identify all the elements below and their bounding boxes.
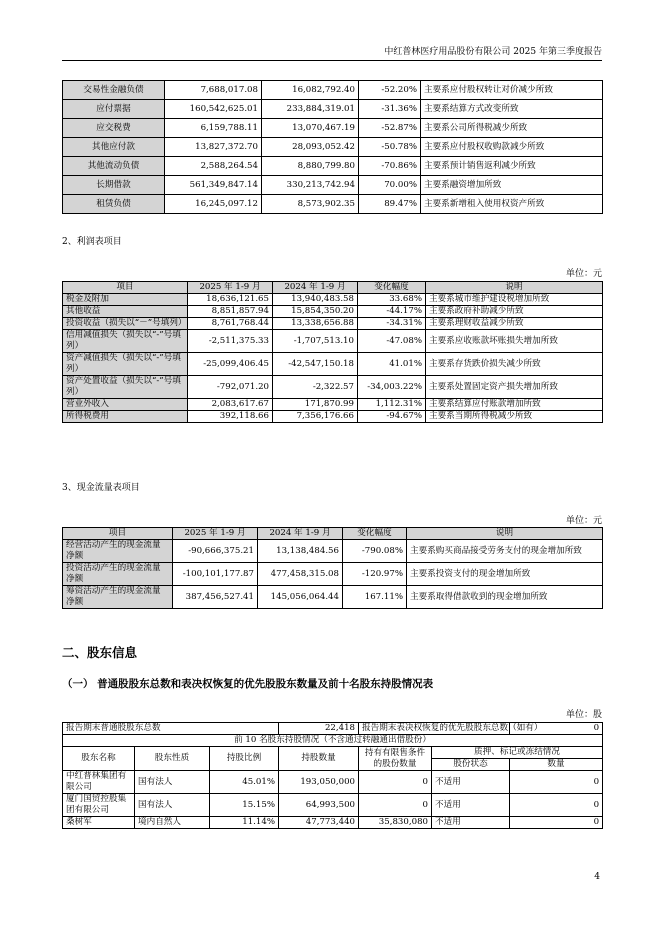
cell-current: 7,688,017.08 <box>165 81 262 100</box>
cell-change: 41.01% <box>358 353 426 376</box>
cell-current: 160,542,625.01 <box>165 100 262 119</box>
cell-prior: 145,056,064.44 <box>258 586 343 609</box>
cell-prior: -2,322.57 <box>273 376 358 399</box>
cashflow-heading: 3、现金流量表项目 <box>62 483 140 493</box>
holder-qty: 64,993,500 <box>279 794 359 817</box>
table-row <box>63 771 603 794</box>
col-status: 股份状态 <box>432 759 510 771</box>
row-label: 应付票据 <box>63 100 165 119</box>
cell-change: -31.36% <box>359 100 421 119</box>
holder-pledged: 0 <box>510 817 603 829</box>
table-row <box>63 353 603 376</box>
cell-change: -52.87% <box>359 119 421 138</box>
cell-current: 8,761,768.44 <box>188 318 273 330</box>
holder-nature: 国有法人 <box>135 794 210 817</box>
holder-ratio: 15.15% <box>210 794 279 817</box>
holder-restricted: 35,830,080 <box>359 817 432 829</box>
cell-prior: -42,547,150.18 <box>273 353 358 376</box>
row-label: 营业外收入 <box>63 399 188 411</box>
table-row <box>63 540 603 563</box>
table-row <box>63 563 603 586</box>
cell-note: 主要系取得借款收到的现金增加所致 <box>407 586 603 609</box>
table-row <box>63 119 603 138</box>
column-header: 说明 <box>426 282 603 294</box>
row-label: 经营活动产生的现金流量净额 <box>63 540 173 563</box>
table-row <box>63 330 603 353</box>
col-amount: 数量 <box>510 759 603 771</box>
pref-holders-value: 0 <box>510 723 603 735</box>
cell-note: 主要系理财收益减少所致 <box>426 318 603 330</box>
balance-sheet-table <box>62 80 603 214</box>
holder-pledged: 0 <box>510 771 603 794</box>
column-header: 2025 年 1-9 月 <box>188 282 273 294</box>
cell-change: -34,003.22% <box>358 376 426 399</box>
col-restricted: 持有有限售条件的股份数量 <box>359 747 432 771</box>
row-label: 投资收益（损失以“－”号填列） <box>63 318 188 330</box>
cell-current: -2,511,375.33 <box>188 330 273 353</box>
holder-ratio: 45.01% <box>210 771 279 794</box>
cell-prior: 8,880,799.80 <box>262 157 359 176</box>
shareholders-subtitle: （一） 普通股股东总数和表决权恢复的优先股股东数量及前十名股东持股情况表 <box>62 678 434 690</box>
cell-prior: 477,458,315.08 <box>258 563 343 586</box>
holder-restricted: 0 <box>359 771 432 794</box>
header-row <box>63 282 603 294</box>
table-row <box>63 399 603 411</box>
cell-note: 主要系预计销售返利减少所致 <box>421 157 603 176</box>
report-header: 中红普林医疗用品股份有限公司 2025 年第三季度报告 <box>384 47 602 57</box>
table-row <box>63 318 603 330</box>
row-label: 筹资活动产生的现金流量净额 <box>63 586 173 609</box>
table-row <box>63 157 603 176</box>
cell-note: 主要系融资增加所致 <box>421 176 603 195</box>
row-label: 其他收益 <box>63 306 188 318</box>
holder-pledged: 0 <box>510 794 603 817</box>
holder-nature: 境内自然人 <box>135 817 210 829</box>
column-header: 2024 年 1-9 月 <box>273 282 358 294</box>
cell-prior: 330,213,742.94 <box>262 176 359 195</box>
cell-current: 2,588,264.54 <box>165 157 262 176</box>
cell-note: 主要系应付股权转让对价减少所致 <box>421 81 603 100</box>
page-number: 4 <box>594 872 600 882</box>
holder-name: 桑树军 <box>63 817 135 829</box>
table-row <box>63 81 603 100</box>
holder-status: 不适用 <box>432 771 510 794</box>
cell-current: -25,099,406.45 <box>188 353 273 376</box>
col-name: 股东名称 <box>63 747 135 771</box>
holder-status: 不适用 <box>432 794 510 817</box>
income-heading: 2、利润表项目 <box>62 237 122 247</box>
row-label: 所得税费用 <box>63 411 188 423</box>
table-row <box>63 411 603 423</box>
section-title: 二、股东信息 <box>62 645 138 660</box>
row-label: 资产处置收益（损失以“-”号填列） <box>63 376 188 399</box>
cell-note: 主要系新增租入使用权资产所致 <box>421 195 603 214</box>
holder-qty: 47,773,440 <box>279 817 359 829</box>
cell-note: 主要系应付股权收购款减少所致 <box>421 138 603 157</box>
row-label: 交易性金融负债 <box>63 81 165 100</box>
cell-prior: 13,070,467.19 <box>262 119 359 138</box>
cell-prior: 7,356,176.66 <box>273 411 358 423</box>
cell-prior: 171,870.99 <box>273 399 358 411</box>
cell-change: -47.08% <box>358 330 426 353</box>
total-holders-value: 22,418 <box>279 723 359 735</box>
column-header: 变化幅度 <box>343 528 407 540</box>
cell-current: -792,071.20 <box>188 376 273 399</box>
column-header: 变化幅度 <box>358 282 426 294</box>
total-holders-label: 报告期末普通股股东总数 <box>63 723 279 735</box>
holder-qty: 193,050,000 <box>279 771 359 794</box>
column-header: 项目 <box>63 282 188 294</box>
cell-change: -50.78% <box>359 138 421 157</box>
cell-change: -70.86% <box>359 157 421 176</box>
income-unit: 单位：元 <box>565 269 602 279</box>
cell-current: 13,827,372.70 <box>165 138 262 157</box>
cell-note: 主要系处置固定资产损失增加所致 <box>426 376 603 399</box>
cell-prior: 28,093,052.42 <box>262 138 359 157</box>
cell-note: 主要系政府补助减少所致 <box>426 306 603 318</box>
holder-name: 厦门国贸控股集团有限公司 <box>63 794 135 817</box>
cell-change: -120.97% <box>343 563 407 586</box>
cashflow-table <box>62 527 603 609</box>
table-row <box>63 100 603 119</box>
table-row <box>63 138 603 157</box>
cell-change: -34.31% <box>358 318 426 330</box>
table-row <box>63 376 603 399</box>
table-row <box>63 794 603 817</box>
cell-current: 6,159,788.11 <box>165 119 262 138</box>
cell-note: 主要系投资支付的现金增加所致 <box>407 563 603 586</box>
col-ratio: 持股比例 <box>210 747 279 771</box>
cell-note: 主要系结算应付账款增加所致 <box>426 399 603 411</box>
cell-current: -90,666,375.21 <box>173 540 258 563</box>
shareholders-unit: 单位：股 <box>565 710 602 720</box>
row-label: 信用减值损失（损失以“-”号填列） <box>63 330 188 353</box>
cell-prior: -1,707,513.10 <box>273 330 358 353</box>
shareholders-table <box>62 722 603 829</box>
cell-prior: 15,854,350.20 <box>273 306 358 318</box>
col-pledge: 质押、标记或冻结情况 <box>432 747 603 759</box>
cell-change: -44.17% <box>358 306 426 318</box>
row-label: 应交税费 <box>63 119 165 138</box>
row-label: 长期借款 <box>63 176 165 195</box>
cell-prior: 8,573,902.35 <box>262 195 359 214</box>
cell-prior: 13,338,656.88 <box>273 318 358 330</box>
top10-label: 前 10 名股东持股情况（不含通过转融通出借股份） <box>63 735 603 747</box>
row-label: 税金及附加 <box>63 294 188 306</box>
table-row <box>63 195 603 214</box>
cell-change: 89.47% <box>359 195 421 214</box>
cell-note: 主要系结算方式改变所致 <box>421 100 603 119</box>
cell-current: 392,118.66 <box>188 411 273 423</box>
col-nature: 股东性质 <box>135 747 210 771</box>
cell-current: 16,245,097.12 <box>165 195 262 214</box>
cell-note: 主要系应收账款坏账损失增加所致 <box>426 330 603 353</box>
column-header: 项目 <box>63 528 173 540</box>
row-label: 资产减值损失（损失以“-”号填列） <box>63 353 188 376</box>
cell-prior: 13,138,484.56 <box>258 540 343 563</box>
column-header: 2025 年 1-9 月 <box>173 528 258 540</box>
cell-prior: 13,940,483.58 <box>273 294 358 306</box>
cell-note: 主要系存货跌价损失减少所致 <box>426 353 603 376</box>
row-label: 其他应付款 <box>63 138 165 157</box>
header-divider <box>62 60 602 61</box>
row-label: 租赁负债 <box>63 195 165 214</box>
cell-current: 561,349,847.14 <box>165 176 262 195</box>
cell-change: -790.08% <box>343 540 407 563</box>
cell-change: 70.00% <box>359 176 421 195</box>
cell-note: 主要系城市维护建设税增加所致 <box>426 294 603 306</box>
table-row <box>63 294 603 306</box>
cell-change: -94.67% <box>358 411 426 423</box>
cell-note: 主要系购买商品接受劳务支付的现金增加所致 <box>407 540 603 563</box>
col-qty: 持股数量 <box>279 747 359 771</box>
cell-change: 167.11% <box>343 586 407 609</box>
holder-restricted: 0 <box>359 794 432 817</box>
cashflow-unit: 单位：元 <box>565 516 602 526</box>
cell-current: 2,083,617.67 <box>188 399 273 411</box>
cell-prior: 16,082,792.40 <box>262 81 359 100</box>
table-row <box>63 176 603 195</box>
cell-note: 主要系公司所得税减少所致 <box>421 119 603 138</box>
holder-name: 中红普林集团有限公司 <box>63 771 135 794</box>
row-label: 投资活动产生的现金流量净额 <box>63 563 173 586</box>
row-label: 其他流动负债 <box>63 157 165 176</box>
table-row <box>63 306 603 318</box>
pref-holders-label: 报告期末表决权恢复的优先股股东总数（如有） <box>359 723 510 735</box>
cell-change: 33.68% <box>358 294 426 306</box>
column-header: 说明 <box>407 528 603 540</box>
cell-note: 主要系当期所得税减少所致 <box>426 411 603 423</box>
cell-change: -52.20% <box>359 81 421 100</box>
header-row <box>63 528 603 540</box>
holder-nature: 国有法人 <box>135 771 210 794</box>
table-row <box>63 817 603 829</box>
cell-current: 18,636,121.65 <box>188 294 273 306</box>
cell-change: 1,112.31% <box>358 399 426 411</box>
holder-ratio: 11.14% <box>210 817 279 829</box>
cell-current: -100,101,177.87 <box>173 563 258 586</box>
holder-status: 不适用 <box>432 817 510 829</box>
cell-current: 8,851,857.94 <box>188 306 273 318</box>
table-row <box>63 586 603 609</box>
column-header: 2024 年 1-9 月 <box>258 528 343 540</box>
income-statement-table <box>62 281 603 423</box>
cell-prior: 233,884,319.01 <box>262 100 359 119</box>
cell-current: 387,456,527.41 <box>173 586 258 609</box>
